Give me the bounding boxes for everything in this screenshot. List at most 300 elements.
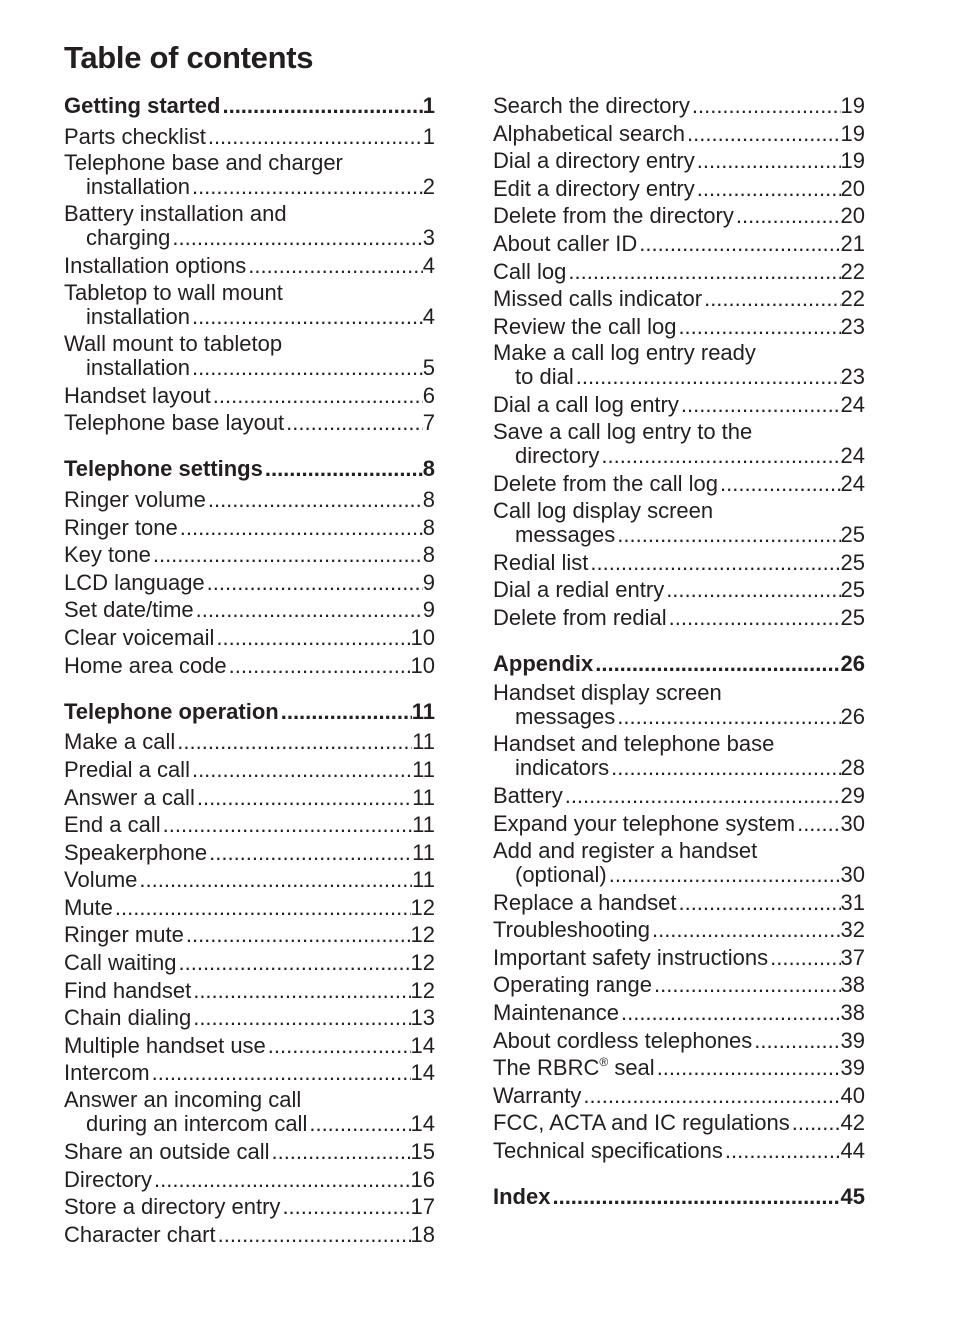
dot-leader: [754, 1027, 840, 1055]
toc-entry-text: Store a directory entry: [64, 1194, 281, 1220]
toc-entry-call-log-display-screen-messages[interactable]: [493, 498, 865, 549]
toc-entry-text: Telephone settings: [64, 456, 263, 482]
dot-leader: [309, 1112, 410, 1136]
dot-leader: [271, 1138, 410, 1166]
toc-entry-title: [493, 1109, 790, 1137]
toc-page-number: 44: [840, 1137, 865, 1163]
toc-page-number: 39: [840, 1027, 865, 1053]
toc-entry-title: [493, 944, 768, 972]
toc-page-number: 25: [840, 521, 865, 547]
toc-page-number: 19: [840, 148, 865, 174]
toc-entry-text: About caller ID: [493, 230, 638, 256]
toc-entry-title: [493, 971, 652, 999]
dot-leader: [172, 226, 422, 250]
toc-entry-operating-range[interactable]: [493, 971, 865, 999]
toc-section-title: [64, 698, 279, 726]
toc-entry-title: [64, 949, 177, 977]
toc-entry-technical-specifications[interactable]: [493, 1137, 865, 1165]
toc-entry-title-line2: directory: [515, 442, 600, 468]
dot-leader: [229, 652, 411, 680]
dot-leader: [282, 1193, 410, 1221]
dot-leader: [154, 1166, 411, 1194]
toc-entry-home-area-code[interactable]: [64, 652, 435, 680]
toc-entry-delete-from-the-directory[interactable]: [493, 202, 865, 230]
dot-leader: [268, 1032, 411, 1060]
toc-page-number: 20: [840, 175, 865, 201]
toc-entry-expand-your-telephone-system[interactable]: [493, 810, 865, 838]
toc-entry-text: Ringer volume: [64, 487, 206, 513]
dot-leader: [192, 356, 423, 380]
toc-page-number: 17: [410, 1194, 435, 1220]
toc-entry-text: Troubleshooting: [493, 917, 650, 943]
toc-entry-lcd-language[interactable]: [64, 569, 435, 597]
toc-entry-ringer-tone[interactable]: [64, 514, 435, 542]
dot-leader: [193, 977, 410, 1005]
toc-section-telephone-operation[interactable]: [64, 698, 435, 726]
toc-entry-replace-a-handset[interactable]: [493, 889, 865, 917]
toc-entry-title-line2-row: [493, 523, 865, 547]
toc-entry-title-line2: messages: [515, 521, 616, 547]
toc-entry-redial-list[interactable]: [493, 549, 865, 577]
toc-entry-text: Call log: [493, 258, 567, 284]
toc-entry-call-waiting[interactable]: [64, 949, 435, 977]
toc-entry-text: Share an outside call: [64, 1139, 270, 1165]
toc-page-number: 1: [422, 93, 435, 118]
toc-page-number: 15: [410, 1139, 435, 1165]
dot-leader: [697, 175, 841, 203]
toc-entry-about-cordless-telephones[interactable]: [493, 1027, 865, 1055]
toc-page-number: 24: [840, 470, 865, 496]
toc-page-number: 8: [422, 542, 435, 568]
toc-entry-text: Make a call: [64, 729, 176, 755]
toc-section-title: [493, 650, 593, 678]
toc-entry-search-the-directory[interactable]: [493, 92, 865, 120]
toc-entry-title: [64, 541, 151, 569]
toc-entry-title-line1: Battery installation and: [64, 201, 287, 227]
toc-entry-text: Ringer tone: [64, 514, 178, 540]
toc-entry-make-a-call[interactable]: [64, 728, 435, 756]
toc-entry-text: Battery: [493, 783, 563, 809]
toc-entry-title: [493, 782, 563, 810]
toc-entry-title: [493, 175, 695, 203]
toc-entry-important-safety-instructions[interactable]: [493, 944, 865, 972]
toc-page-number: 26: [840, 704, 865, 730]
toc-entry-title: [493, 1027, 752, 1055]
toc-entry-title: [493, 549, 588, 577]
toc-entry-title: [64, 486, 206, 514]
toc-entry-dial-a-call-log-entry[interactable]: [493, 391, 865, 419]
toc-page-number: 3: [422, 225, 435, 251]
toc-page-number: 45: [840, 1184, 865, 1210]
dot-leader: [609, 863, 841, 887]
toc-page-number: 6: [422, 382, 435, 408]
toc-entry-title-line2-row: [64, 175, 435, 199]
toc-page-number: 5: [422, 354, 435, 380]
toc-entry-text: Dial a directory entry: [493, 148, 695, 174]
toc-entry-title-line2-row: [64, 305, 435, 329]
toc-entry-title: [493, 999, 619, 1027]
toc-entry-title: [493, 810, 795, 838]
toc-entry-text: Answer a call: [64, 784, 195, 810]
dot-leader: [770, 944, 840, 972]
toc-entry-speakerphone[interactable]: [64, 839, 435, 867]
dot-leader: [209, 839, 412, 867]
toc-page-number: 7: [422, 410, 435, 436]
toc-entry-text: Dial a call log entry: [493, 392, 679, 418]
toc-entry-title: [64, 1032, 266, 1060]
toc-entry-title: [64, 409, 284, 437]
toc-entry-save-a-call-log-entry-to-the-directory[interactable]: [493, 419, 865, 470]
dot-leader: [657, 1054, 841, 1082]
toc-entry-telephone-base-layout[interactable]: [64, 409, 435, 437]
toc-page-number: 25: [840, 549, 865, 575]
toc-entry-text: Operating range: [493, 972, 652, 998]
toc-entry-text: Call waiting: [64, 950, 177, 976]
toc-entry-title: [493, 1137, 723, 1165]
dot-leader: [248, 252, 423, 280]
dot-leader: [216, 624, 410, 652]
dot-leader: [681, 391, 841, 419]
toc-entry-text: Installation options: [64, 253, 247, 279]
toc-page-number: 14: [410, 1060, 435, 1086]
toc-entry-missed-calls-indicator[interactable]: [493, 285, 865, 313]
dot-leader: [611, 756, 840, 780]
toc-entry-about-caller-id[interactable]: [493, 230, 865, 258]
toc-section-index[interactable]: [493, 1183, 865, 1211]
toc-entry-store-a-directory-entry[interactable]: [64, 1193, 435, 1221]
toc-entry-make-a-call-log-entry-ready-to-dial[interactable]: [493, 340, 865, 391]
toc-entry-text: Dial a redial entry: [493, 577, 665, 603]
toc-entry-key-tone[interactable]: [64, 541, 435, 569]
toc-entry-volume[interactable]: [64, 866, 435, 894]
dot-leader: [192, 305, 423, 329]
dot-leader: [177, 728, 412, 756]
toc-entry-clear-voicemail[interactable]: [64, 624, 435, 652]
dot-leader: [213, 382, 423, 410]
dot-leader: [208, 123, 423, 151]
dot-leader: [192, 756, 412, 784]
toc-entry-text: Important safety instructions: [493, 944, 769, 970]
dot-leader: [153, 541, 423, 569]
dot-leader: [654, 971, 841, 999]
toc-entry-set-date-time[interactable]: [64, 596, 435, 624]
toc-entry-title: [64, 784, 195, 812]
toc-entry-title: [493, 92, 690, 120]
dot-leader: [265, 455, 423, 483]
toc-entry-troubleshooting[interactable]: [493, 916, 865, 944]
toc-page-number: 11: [412, 867, 435, 893]
toc-entry-title: [64, 1059, 150, 1087]
toc-entry-text: Expand your telephone system: [493, 811, 796, 836]
toc-page-number: 21: [840, 230, 865, 256]
toc-page-number: 8: [422, 456, 435, 482]
toc-entry-edit-a-directory-entry[interactable]: [493, 175, 865, 203]
toc-entry-text: Technical specifications: [493, 1137, 723, 1163]
toc-entry-parts-checklist[interactable]: [64, 123, 435, 151]
toc-entry-share-an-outside-call[interactable]: [64, 1138, 435, 1166]
toc-page-number: 11: [412, 756, 435, 782]
toc-entry-title: [493, 916, 650, 944]
dot-leader: [639, 230, 840, 258]
toc-entry-title-line2: installation: [86, 303, 190, 329]
toc-entry-title-line1: Handset and telephone base: [493, 731, 775, 757]
dot-leader: [281, 698, 412, 726]
toc-entry-title: [64, 921, 184, 949]
dot-leader: [797, 810, 840, 838]
toc-entry-title-line2-row: [493, 365, 865, 389]
dot-leader: [576, 365, 841, 389]
toc-page-number: 8: [422, 487, 435, 513]
toc-page-number: 8: [422, 514, 435, 540]
toc-page-number: 32: [840, 917, 865, 943]
toc-entry-title-line1: Make a call log entry ready: [493, 340, 756, 366]
toc-page-number: 11: [412, 729, 435, 755]
toc-entry-fcc-acta-and-ic-regulations[interactable]: [493, 1109, 865, 1137]
toc-page-number: 22: [840, 286, 865, 312]
toc-page-number: 26: [840, 650, 865, 676]
toc-entry-handset-and-telephone-base-indicators[interactable]: [493, 731, 865, 782]
toc-page-number: 14: [410, 1032, 435, 1058]
toc-entry-title-line2-row: [493, 705, 865, 729]
dot-leader: [704, 285, 840, 313]
toc-entry-title-line2-row: [64, 1112, 435, 1136]
dot-leader: [152, 1059, 411, 1087]
toc-entry-text: End a call: [64, 812, 161, 838]
toc-entry-text: Delete from the directory: [493, 203, 734, 229]
toc-entry-title-line1: Call log display screen: [493, 497, 714, 523]
toc-entry-find-handset[interactable]: [64, 977, 435, 1005]
toc-page-number: 37: [840, 944, 865, 970]
dot-leader: [218, 1221, 411, 1249]
dot-leader: [196, 596, 423, 624]
toc-entry-title-line1: Handset display screen: [493, 680, 722, 706]
toc-entry-dial-a-redial-entry[interactable]: [493, 576, 865, 604]
toc-entry-chain-dialing[interactable]: [64, 1004, 435, 1032]
toc-entry-text: Character chart: [64, 1221, 216, 1247]
toc-entry-battery-installation-and-charging[interactable]: [64, 201, 435, 252]
toc-entry-title: [493, 1054, 655, 1082]
toc-section-title: [64, 455, 263, 483]
toc-entry-add-and-register-a-handset-optional[interactable]: [493, 838, 865, 889]
dot-leader: [666, 576, 840, 604]
toc-page-number: 39: [840, 1055, 865, 1081]
dot-leader: [192, 175, 423, 199]
toc-entry-text: The RBRC: [493, 1055, 600, 1081]
toc-page-number: 23: [840, 364, 865, 390]
toc-entry-text: Home area code: [64, 652, 227, 678]
toc-page-number: 25: [840, 577, 865, 603]
toc-entry-title: [64, 756, 190, 784]
toc-entry-text: Edit a directory entry: [493, 175, 695, 201]
toc-page-number: 24: [840, 392, 865, 418]
toc-page-number: 1: [422, 123, 435, 149]
toc-entry-telephone-base-and-charger-installation[interactable]: [64, 150, 435, 201]
toc-entry-text: Volume: [64, 867, 138, 893]
toc-entry-title-line2-row: [64, 356, 435, 380]
toc-entry-installation-options[interactable]: [64, 252, 435, 280]
toc-entry-title-line2-row: [64, 226, 435, 250]
dot-leader: [115, 894, 411, 922]
toc-section-title: [64, 92, 220, 120]
toc-entry-title-line2: (optional): [515, 861, 607, 887]
toc-entry-directory[interactable]: [64, 1166, 435, 1194]
toc-entry-mute[interactable]: [64, 894, 435, 922]
toc-entry-title: [493, 604, 667, 632]
toc-page-number: 11: [412, 839, 435, 865]
toc-entry-title-line2: installation: [86, 354, 190, 380]
toc-entry-title-line2: installation: [86, 174, 190, 200]
toc-entry-title: [64, 1166, 152, 1194]
dot-leader: [186, 921, 411, 949]
toc-entry-title: [64, 652, 227, 680]
toc-page-number: 10: [410, 652, 435, 678]
toc-entry-text: Delete from redial: [493, 604, 667, 630]
toc-page-number: 16: [410, 1166, 435, 1192]
toc-section-telephone-settings[interactable]: [64, 455, 435, 483]
toc-entry-title: [64, 1004, 191, 1032]
toc-page-number: 11: [412, 812, 435, 838]
toc-entry-title-line2-row: [493, 863, 865, 887]
dot-leader: [617, 705, 840, 729]
toc-entry-text: Warranty: [493, 1082, 582, 1108]
toc-entry-dial-a-directory-entry[interactable]: [493, 147, 865, 175]
toc-page-number: 12: [410, 950, 435, 976]
page-title: Table of contents: [64, 40, 314, 75]
dot-leader: [678, 313, 840, 341]
toc-entry-text: Intercom: [64, 1060, 150, 1086]
toc-page-number: 38: [840, 972, 865, 998]
toc-entry-text: Directory: [64, 1166, 153, 1192]
dot-leader: [286, 409, 423, 437]
toc-page-number: 22: [840, 258, 865, 284]
toc-entry-warranty[interactable]: [493, 1082, 865, 1110]
dot-leader: [621, 999, 841, 1027]
toc-entry-title-line2: during an intercom call: [86, 1111, 308, 1137]
dot-leader: [669, 604, 841, 632]
toc-page-number: 4: [422, 303, 435, 329]
toc-entry-text: Alphabetical search: [493, 120, 686, 146]
toc-entry-title: [64, 123, 206, 151]
dot-leader: [179, 949, 411, 977]
toc-entry-title: [64, 252, 246, 280]
dot-leader: [687, 120, 841, 148]
toc-entry-text: Appendix: [493, 650, 594, 676]
toc-entry-review-the-call-log[interactable]: [493, 313, 865, 341]
toc-section-appendix[interactable]: [493, 650, 865, 678]
toc-entry-delete-from-redial[interactable]: [493, 604, 865, 632]
toc-page-number: 2: [422, 174, 435, 200]
toc-page-number: 19: [840, 120, 865, 146]
toc-entry-handset-display-screen-messages[interactable]: [493, 680, 865, 731]
toc-entry-delete-from-the-call-log[interactable]: [493, 470, 865, 498]
toc-entry-title-line2: to dial: [515, 364, 574, 390]
toc-page-number: 9: [422, 569, 435, 595]
toc-entry-intercom[interactable]: [64, 1059, 435, 1087]
toc-entry-answer-an-incoming-call-during-an-intercom-call[interactable]: [64, 1087, 435, 1138]
toc-entry-handset-layout[interactable]: [64, 382, 435, 410]
toc-entry-text: Search the directory: [493, 93, 690, 118]
toc-entry-title: [493, 202, 734, 230]
dot-leader: [595, 650, 840, 678]
toc-entry-text: Review the call log: [493, 313, 677, 339]
toc-page-number: 23: [840, 313, 865, 339]
toc-page-number: 30: [840, 861, 865, 887]
toc-entry-title: [64, 728, 175, 756]
toc-page-number: 38: [840, 999, 865, 1025]
toc-column-right: [493, 92, 865, 1214]
toc-page-number: 18: [410, 1221, 435, 1247]
toc-entry-battery[interactable]: [493, 782, 865, 810]
toc-entry-tabletop-to-wall-mount-installation[interactable]: [64, 280, 435, 331]
toc-entry-title: [493, 1082, 581, 1110]
toc-entry-title: [64, 1193, 280, 1221]
toc-page-number: 25: [840, 604, 865, 630]
toc-entry-title: [493, 391, 679, 419]
toc-entry-title-line1: Save a call log entry to the: [493, 418, 753, 444]
toc-entry-title-line2-row: [493, 756, 865, 780]
toc-page-number: 10: [410, 625, 435, 651]
toc-entry-call-log[interactable]: [493, 258, 865, 286]
toc-entry-the-rbrc-seal[interactable]: [493, 1054, 865, 1082]
toc-entry-wall-mount-to-tabletop-installation[interactable]: [64, 331, 435, 382]
toc-page-number: 24: [840, 442, 865, 468]
toc-entry-ringer-volume[interactable]: [64, 486, 435, 514]
toc-page-number: 12: [410, 894, 435, 920]
toc-page-number: 9: [422, 597, 435, 623]
toc-entry-predial-a-call[interactable]: [64, 756, 435, 784]
toc-entry-ringer-mute[interactable]: [64, 921, 435, 949]
toc-entry-text: Key tone: [64, 542, 151, 568]
toc-entry-text: Handset layout: [64, 382, 211, 408]
toc-entry-text: Delete from the call log: [493, 470, 718, 496]
dot-leader: [565, 782, 841, 810]
toc-entry-title: [64, 1138, 269, 1166]
dot-leader: [692, 92, 841, 120]
toc-column-left: [64, 92, 435, 1248]
toc-entry-title: [64, 382, 211, 410]
dot-leader: [180, 514, 423, 542]
toc-page-number: 11: [412, 784, 435, 810]
toc-entry-end-a-call[interactable]: [64, 811, 435, 839]
dot-leader: [725, 1137, 841, 1165]
toc-entry-text: Redial list: [493, 549, 589, 575]
toc-page-number: 13: [410, 1005, 435, 1031]
toc-entry-character-chart[interactable]: [64, 1221, 435, 1249]
toc-section-getting-started[interactable]: [64, 92, 435, 120]
toc-entry-title: [64, 569, 205, 597]
toc-entry-title: [64, 894, 113, 922]
toc-entry-text: Telephone base layout: [64, 410, 285, 436]
toc-entry-text: Getting started: [64, 93, 221, 118]
toc-entry-title-line2-row: [493, 444, 865, 468]
toc-entry-text: Replace a handset: [493, 889, 677, 915]
toc-entry-text: Speakerphone: [64, 839, 208, 865]
toc-page-number: 40: [840, 1082, 865, 1108]
toc-entry-text: Maintenance: [493, 999, 619, 1025]
toc-entry-alphabetical-search[interactable]: [493, 120, 865, 148]
toc-entry-title-line2: messages: [515, 704, 616, 730]
toc-entry-maintenance[interactable]: [493, 999, 865, 1027]
toc-entry-title: [493, 147, 695, 175]
toc-entry-title: [493, 313, 676, 341]
toc-entry-text: Set date/time: [64, 597, 194, 623]
dot-leader: [736, 202, 841, 230]
toc-entry-answer-a-call[interactable]: [64, 784, 435, 812]
toc-entry-multiple-handset-use[interactable]: [64, 1032, 435, 1060]
toc-entry-text: Mute: [64, 894, 113, 920]
toc-entry-title: [493, 470, 718, 498]
registered-mark: ®: [599, 1055, 609, 1070]
